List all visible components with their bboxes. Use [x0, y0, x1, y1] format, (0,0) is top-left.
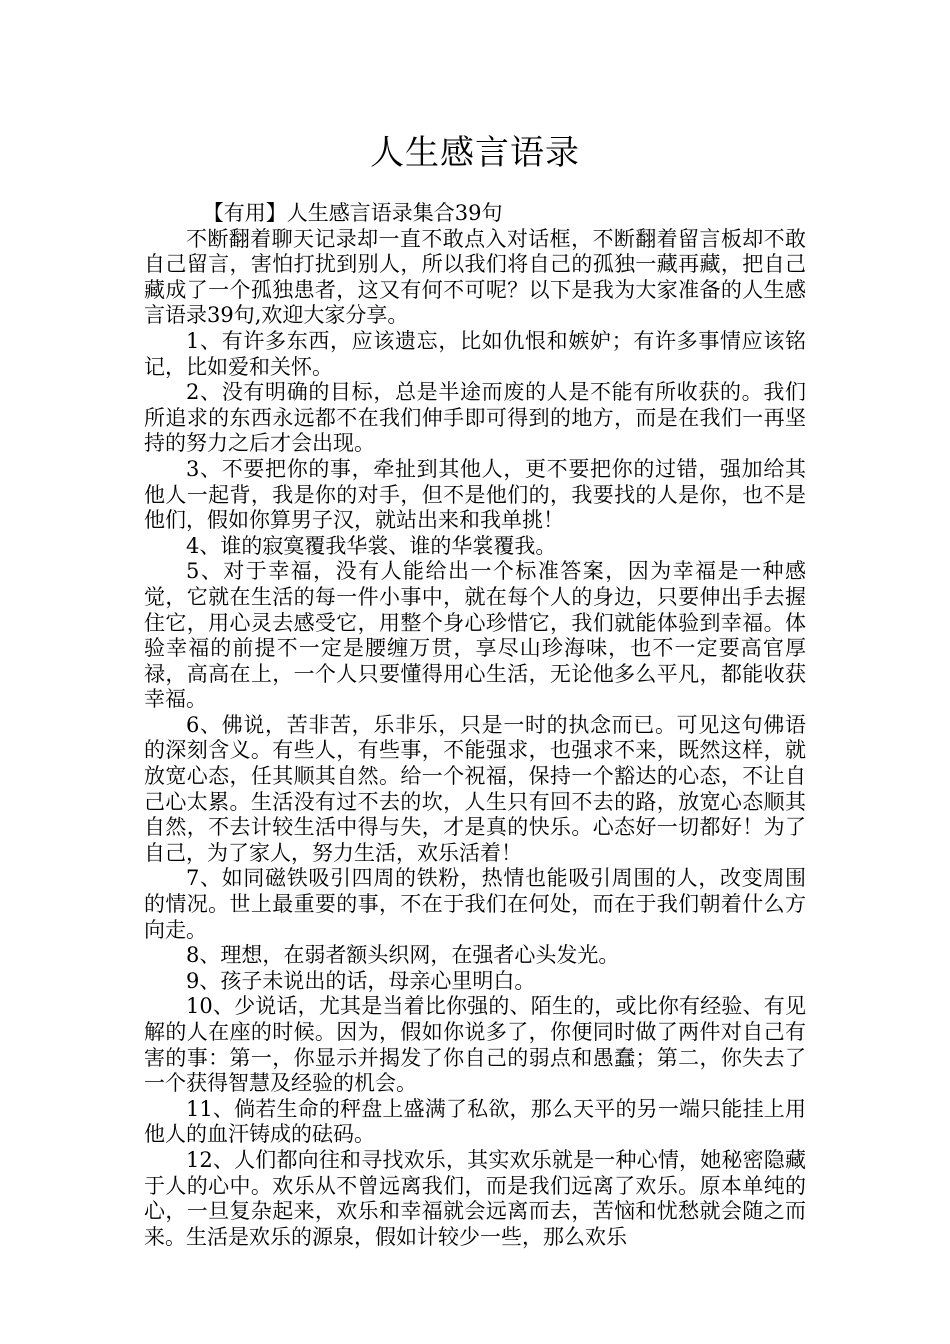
- quote-paragraph: 10、少说话，尤其是当着比你强的、陌生的，或比你有经验、有见解的人在座的时候。因为，假如你说多了，你便同时做了两件对自己有害的事：第一，你显示并揭发了你自己的弱点和愚蠢；第二，你失去了一个获得智慧及经验的机会。: [144, 994, 806, 1096]
- document-title: 人生感言语录: [370, 133, 580, 173]
- quote-paragraph: 3、不要把你的事，牵扯到其他人，更不要把你的过错，强加给其他人一起背，我是你的对手，但不是他们的，我要找的人是你，也不是他们，假如你算男子汉，就站出来和我单挑！: [144, 456, 806, 533]
- quote-paragraph: 1、有许多东西，应该遗忘，比如仇恨和嫉妒；有许多事情应该铭记，比如爱和关怀。: [144, 328, 806, 379]
- quote-paragraph: 11、倘若生命的秤盘上盛满了私欲，那么天平的另一端只能挂上用他人的血汗铸成的砝码。: [144, 1096, 806, 1147]
- intro-paragraph: 不断翻着聊天记录却一直不敢点入对话框，不断翻着留言板却不敢自己留言，害怕打扰到别人，所以我们将自己的孤独一藏再藏，把自己藏成了一个孤独患者，这又有何不可呢？以下是我为大家准备的人生感言语录39句,欢迎大家分享。: [144, 226, 806, 328]
- document-subtitle: 【有用】人生感言语录集合39句: [202, 201, 503, 225]
- quote-paragraph: 8、理想，在弱者额头织网，在强者心头发光。: [186, 943, 620, 968]
- quote-paragraph: 9、孩子未说出的话，母亲心里明白。: [186, 968, 536, 993]
- quote-paragraph: 2、没有明确的目标，总是半途而废的人是不能有所收获的。我们所追求的东西永远都不在我们伸手即可得到的地方，而是在我们一再坚持的努力之后才会出现。: [144, 380, 806, 456]
- quote-paragraph: 12、人们都向往和寻找欢乐，其实欢乐就是一种心情，她秘密隐藏于人的心中。欢乐从不曾远离我们，而是我们远离了欢乐。原本单纯的心，一旦复杂起来，欢乐和幸福就会远离而去，苦恼和忧愁就会随之而来。生活是欢乐的源泉，假如计较少一些，那么欢乐: [144, 1147, 806, 1249]
- quote-paragraph: 6、佛说，苦非苦，乐非乐，只是一时的执念而已。可见这句佛语的深刻含义。有些人，有些事，不能强求，也强求不来，既然这样，就放宽心态，任其顺其自然。给一个祝福，保持一个豁达的心态，不让自己心太累。生活没有过不去的坎，人生只有回不去的路，放宽心态顺其自然，不去计较生活中得与失，才是真的快乐。心态好一切都好！为了自己，为了家人，努力生活，欢乐活着！: [144, 712, 806, 865]
- quote-paragraph: 5、对于幸福，没有人能给出一个标准答案，因为幸福是一种感觉，它就在生活的每一件小事中，就在每个人的身边，只要伸出手去握住它，用心灵去感受它，用整个身心珍惜它，我们就能体验到幸福。体验幸福的前提不一定是腰缠万贯，享尽山珍海味，也不一定要高官厚禄，高高在上，一个人只要懂得用心生活，无论他多么平凡，都能收获幸福。: [144, 559, 806, 712]
- quote-paragraph: 4、谁的寂寞覆我华裳、谁的华裳覆我。: [186, 533, 557, 558]
- document-body: [144, 201, 806, 1250]
- document-page: [144, 0, 806, 1250]
- quote-paragraph: 7、如同磁铁吸引四周的铁粉，热情也能吸引周围的人，改变周围的情况。世上最重要的事，不在于我们在何处，而在于我们朝着什么方向走。: [144, 866, 806, 942]
